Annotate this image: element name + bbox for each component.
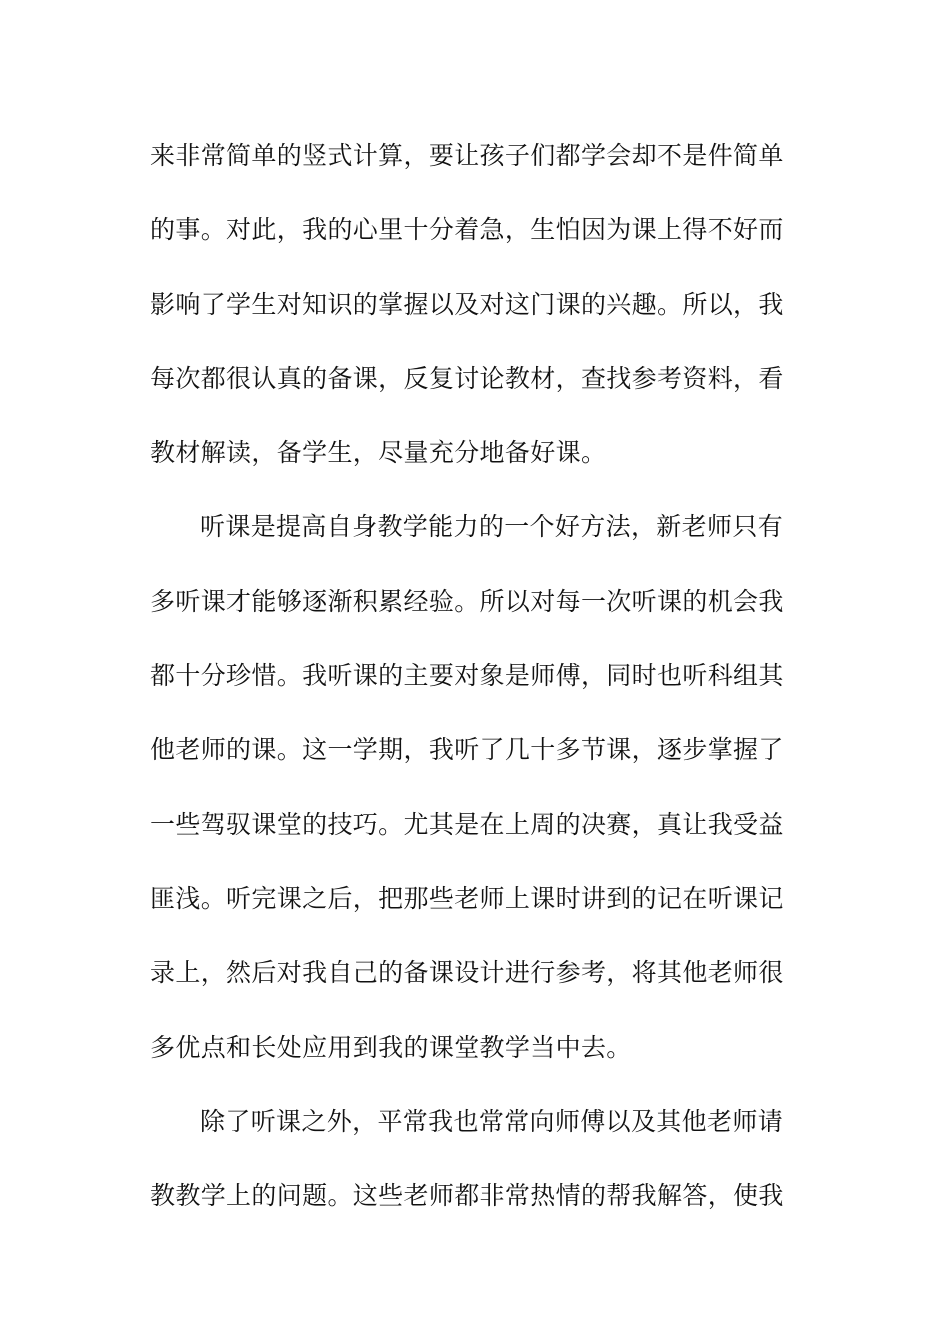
text-line: 来非常简单的竖式计算，要让孩子们都学会却不是件简单 <box>150 141 784 170</box>
paragraph-first-line: 听课是提高自身教学能力的一个好方法，新老师只有 <box>200 512 784 542</box>
text-line: 教教学上的问题。这些老师都非常热情的帮我解答，使我 <box>150 1181 784 1211</box>
text-line: 影响了学生对知识的掌握以及对这门课的兴趣。所以，我 <box>150 289 784 319</box>
text-line: 教材解读，备学生，尽量充分地备好课。 <box>150 438 607 468</box>
text-line: 都十分珍惜。我听课的主要对象是师傅，同时也听科组其 <box>150 661 784 691</box>
body-text <box>150 131 800 1245</box>
paragraph-first-line: 除了听课之外，平常我也常常向师傅以及其他老师请 <box>200 1106 784 1136</box>
text-line: 的事。对此，我的心里十分着急，生怕因为课上得不好而 <box>150 215 784 245</box>
text-line: 每次都很认真的备课，反复讨论教材，查找参考资料，看 <box>150 363 784 393</box>
text-line: 他老师的课。这一学期，我听了几十多节课，逐步掌握了 <box>150 735 784 765</box>
text-line: 匪浅。听完课之后，把那些老师上课时讲到的记在听课记 <box>150 883 784 913</box>
text-line: 一些驾驭课堂的技巧。尤其是在上周的决赛，真让我受益 <box>150 809 784 839</box>
text-line: 多听课才能够逐渐积累经验。所以对每一次听课的机会我 <box>150 586 784 616</box>
text-line: 多优点和长处应用到我的课堂教学当中去。 <box>150 1032 632 1062</box>
text-line: 录上，然后对我自己的备课设计进行参考，将其他老师很 <box>150 958 784 988</box>
